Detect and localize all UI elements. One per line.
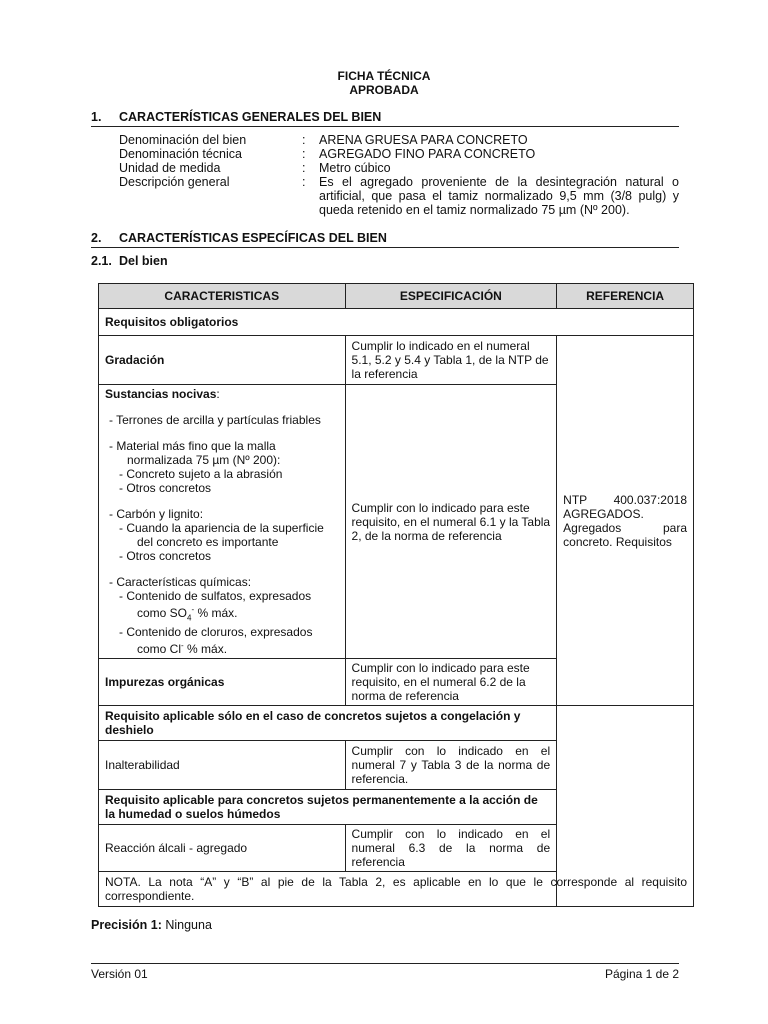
general-row-label: Denominación del bien xyxy=(119,133,247,147)
document-title xyxy=(0,69,768,97)
reaccion-spec: Cumplir con lo indicado en el numeral 6.3 de la norma de referencia xyxy=(345,825,557,872)
list-item: - Contenido de cloruros, expresados xyxy=(119,625,313,640)
nota-cell: NOTA. La nota “A” y “B” al pie de la Tabla 2, es aplicable en lo que le corresponde al requisito correspondiente. xyxy=(99,872,694,907)
section-1-number: 1. xyxy=(91,110,102,124)
list-item: - Características químicas: xyxy=(109,575,252,589)
gradacion-spec: Cumplir lo indicado en el numeral 5.1, 5.2 y 5.4 y Tabla 1, de la NTP de la referencia xyxy=(345,336,557,385)
so4-superscript: - xyxy=(191,605,195,614)
section-2-number: 2. xyxy=(91,231,102,245)
table-row xyxy=(99,872,694,907)
impurezas-label: Impurezas orgánicas xyxy=(99,659,346,706)
general-row-sep: : xyxy=(302,133,306,147)
cl-superscript: - xyxy=(181,641,184,651)
general-row-sep: : xyxy=(302,161,306,175)
general-row-value: Es el agregado proveniente de la desintegración natural o artificial, que pasa el tamiz normalizado 9,5 mm (3/8 pulg) y queda retenido en el tamiz normalizado 75 µm (Nº 200). xyxy=(319,175,679,217)
reference-cell: NTP 400.037:2018 AGREGADOS. Agregados para concreto. Requisitos xyxy=(557,336,694,706)
title-line-1: FICHA TÉCNICA xyxy=(337,69,431,83)
list-item: - Otros concretos xyxy=(119,549,212,563)
list-item: - Material más fino que la malla xyxy=(109,439,276,453)
header-characteristics: CARACTERISTICAS xyxy=(99,284,346,309)
so4-suffix: % máx. xyxy=(194,606,238,620)
version-label: Versión 01 xyxy=(91,967,148,981)
subsection-title: Del bien xyxy=(119,254,168,268)
list-item xyxy=(105,603,339,625)
list-item: - Otros concretos xyxy=(119,481,212,495)
list-item: - Carbón y lignito: xyxy=(109,507,204,521)
title-line-2: APROBADA xyxy=(349,83,419,97)
section-2-title: CARACTERÍSTICAS ESPECÍFICAS DEL BIEN xyxy=(119,231,387,245)
list-item: - Concreto sujeto a la abrasión xyxy=(119,467,283,481)
sustancias-list xyxy=(105,413,339,656)
general-row-value: Metro cúbico xyxy=(319,161,391,175)
reaccion-label: Reacción álcali - agregado xyxy=(99,825,346,872)
precision-value: Ninguna xyxy=(161,918,212,932)
section-1-title: CARACTERÍSTICAS GENERALES DEL BIEN xyxy=(119,110,382,124)
list-item xyxy=(105,639,339,656)
sustancias-title: Sustancias nocivas xyxy=(105,387,217,401)
general-row-value: AGREGADO FINO PARA CONCRETO xyxy=(319,147,536,161)
req-humedad-label: Requisito aplicable para concretos sujetos permanentemente a la acción de la humedad o suelos húmedos xyxy=(99,790,557,825)
page-footer xyxy=(91,963,679,981)
general-row-label: Descripción general xyxy=(119,175,230,189)
sustancias-spec: Cumplir con lo indicado para este requisito, en el numeral 6.1 y la Tabla 2, de la norma de referencia xyxy=(345,385,557,659)
precision-line xyxy=(91,918,212,932)
table-row xyxy=(99,309,694,336)
general-characteristics xyxy=(119,133,679,217)
sustancias-colon: : xyxy=(216,387,220,401)
specifications-table xyxy=(98,283,694,907)
cl-prefix: como Cl xyxy=(137,642,182,657)
section-1-heading xyxy=(91,110,679,127)
list-item: - Contenido de sulfatos, expresados xyxy=(119,589,312,603)
table-row xyxy=(99,706,694,741)
list-item: - Cuando la apariencia de la superficie xyxy=(119,521,324,535)
general-row xyxy=(119,147,679,161)
table-header-row xyxy=(99,284,694,309)
general-row-sep: : xyxy=(302,175,306,189)
req-congelacion-label: Requisito aplicable sólo en el caso de concretos sujetos a congelación y deshielo xyxy=(99,706,557,741)
general-row-value: ARENA GRUESA PARA CONCRETO xyxy=(319,133,528,147)
cl-suffix: % máx. xyxy=(183,642,228,657)
general-row xyxy=(119,161,679,175)
list-item: del concreto es importante xyxy=(137,535,279,549)
inalterabilidad-spec: Cumplir con lo indicado en el numeral 7 y Tabla 3 de la norma de referencia. xyxy=(345,741,557,790)
general-row xyxy=(119,175,679,217)
section-2-heading xyxy=(91,231,679,248)
gradacion-label: Gradación xyxy=(99,336,346,385)
subsection-number: 2.1. xyxy=(91,254,112,268)
general-row-label: Denominación técnica xyxy=(119,147,242,161)
impurezas-spec: Cumplir con lo indicado para este requisito, en el numeral 6.2 de la norma de referencia xyxy=(345,659,557,706)
header-specification: ESPECIFICACIÓN xyxy=(345,284,557,309)
precision-label: Precisión 1: xyxy=(91,918,162,932)
general-row-label: Unidad de medida xyxy=(119,161,221,175)
table-row xyxy=(99,336,694,385)
general-row xyxy=(119,133,679,147)
subsection-heading xyxy=(91,254,168,268)
header-reference: REFERENCIA xyxy=(557,284,694,309)
inalterabilidad-label: Inalterabilidad xyxy=(99,741,346,790)
so4-subscript: 4 xyxy=(187,613,192,623)
sustancias-cell xyxy=(99,385,346,659)
list-item: normalizada 75 µm (Nº 200): xyxy=(127,453,281,467)
page-number: Página 1 de 2 xyxy=(604,967,679,981)
general-row-sep: : xyxy=(302,147,306,161)
req-obligatorios-label: Requisitos obligatorios xyxy=(99,309,694,336)
list-item: - Terrones de arcilla y partículas friables xyxy=(109,413,321,427)
so4-prefix: como SO xyxy=(137,606,188,620)
